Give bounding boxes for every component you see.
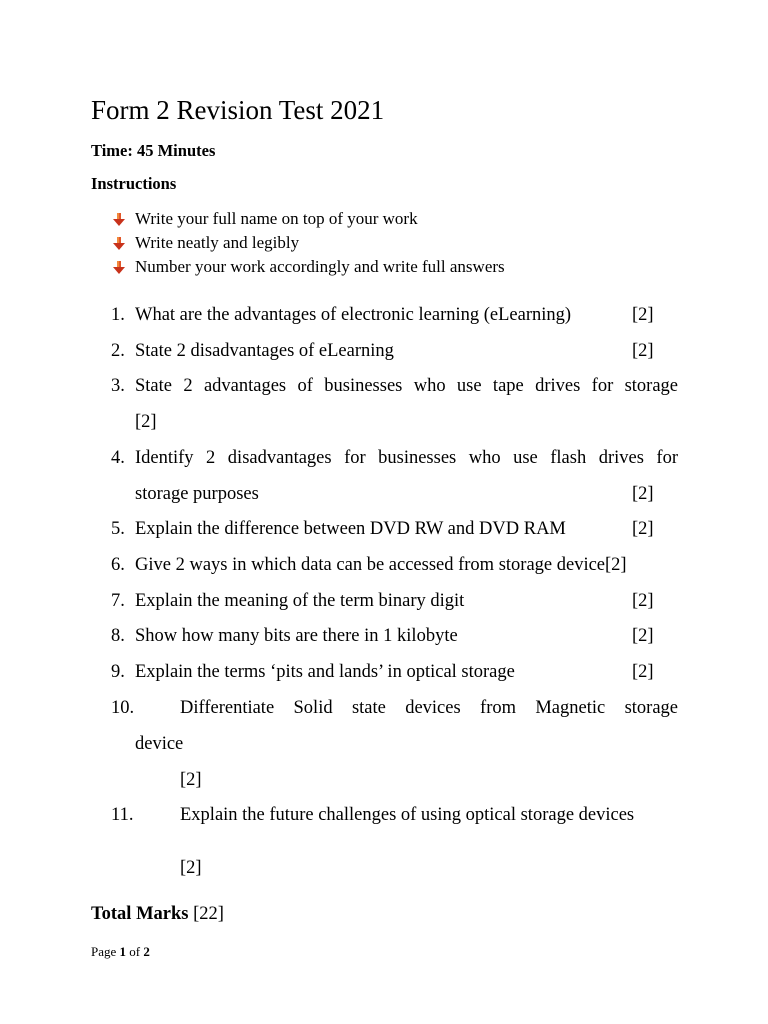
total-marks-label: Total Marks bbox=[91, 904, 189, 924]
question-number: 6. bbox=[111, 555, 125, 575]
question-text: Explain the terms ‘pits and lands’ in optical storage bbox=[135, 662, 515, 682]
question-mark: [2] bbox=[632, 519, 654, 539]
question-mark: [2] bbox=[180, 770, 202, 790]
down-arrow-bullet-icon bbox=[113, 237, 125, 250]
question-number: 10. bbox=[111, 698, 135, 718]
page-number: 1 bbox=[119, 944, 127, 959]
question-number: 7. bbox=[111, 591, 125, 611]
page-footer bbox=[91, 943, 150, 961]
question-text: State 2 advantages of businesses who use tape drives for storage bbox=[135, 376, 678, 396]
question-mark: [2] bbox=[180, 858, 202, 878]
total-marks bbox=[91, 901, 224, 927]
instructions-heading: Instructions bbox=[91, 174, 177, 193]
instruction-text: Write your full name on top of your work bbox=[135, 209, 418, 228]
question-mark: [2] bbox=[632, 662, 654, 682]
question-mark: [2] bbox=[632, 626, 654, 646]
question-number: 9. bbox=[111, 662, 125, 682]
question-number: 5. bbox=[111, 519, 125, 539]
question-text: Show how many bits are there in 1 kilobyte bbox=[135, 626, 458, 646]
question-mark: [2] bbox=[632, 484, 654, 504]
question-text: Identify 2 disadvantages for businesses who use flash drives for bbox=[135, 448, 678, 468]
page-word: Page bbox=[91, 944, 117, 959]
down-arrow-bullet-icon bbox=[113, 213, 125, 226]
question-number: 2. bbox=[111, 341, 125, 361]
question-number: 1. bbox=[111, 305, 125, 325]
question-text-continued: device bbox=[135, 734, 184, 754]
question-mark: [2] bbox=[135, 412, 157, 432]
question-number: 8. bbox=[111, 626, 125, 646]
question-text: Explain the difference between DVD RW and DVD RAM bbox=[135, 519, 566, 539]
time-label: Time: bbox=[91, 141, 133, 160]
question-mark: [2] bbox=[632, 341, 654, 361]
question-text: What are the advantages of electronic learning (eLearning) bbox=[135, 305, 572, 325]
instruction-text: Number your work accordingly and write full answers bbox=[135, 257, 505, 276]
question-text: Explain the future challenges of using optical storage devices bbox=[180, 805, 635, 825]
question-number: 4. bbox=[111, 448, 125, 468]
question-text-continued: storage purposes bbox=[135, 484, 259, 504]
total-marks-value: [22] bbox=[193, 904, 224, 924]
question-mark: [2] bbox=[632, 591, 654, 611]
question-mark: [2] bbox=[632, 305, 654, 325]
question-text: Give 2 ways in which data can be accessed from storage device[2] bbox=[135, 555, 627, 575]
question-number: 11. bbox=[111, 805, 134, 825]
question-text: Differentiate Solid state devices from Magnetic storage bbox=[180, 698, 678, 718]
question-text: State 2 disadvantages of eLearning bbox=[135, 341, 394, 361]
question-number: 3. bbox=[111, 376, 125, 396]
instruction-text: Write neatly and legibly bbox=[135, 233, 300, 252]
page-total: 2 bbox=[143, 944, 150, 959]
down-arrow-bullet-icon bbox=[113, 261, 125, 274]
time-value: 45 Minutes bbox=[136, 141, 216, 160]
page-title: Form 2 Revision Test 2021 bbox=[91, 95, 385, 125]
time-allowed bbox=[91, 140, 215, 162]
question-text: Explain the meaning of the term binary digit bbox=[135, 591, 465, 611]
of-word: of bbox=[129, 944, 141, 959]
